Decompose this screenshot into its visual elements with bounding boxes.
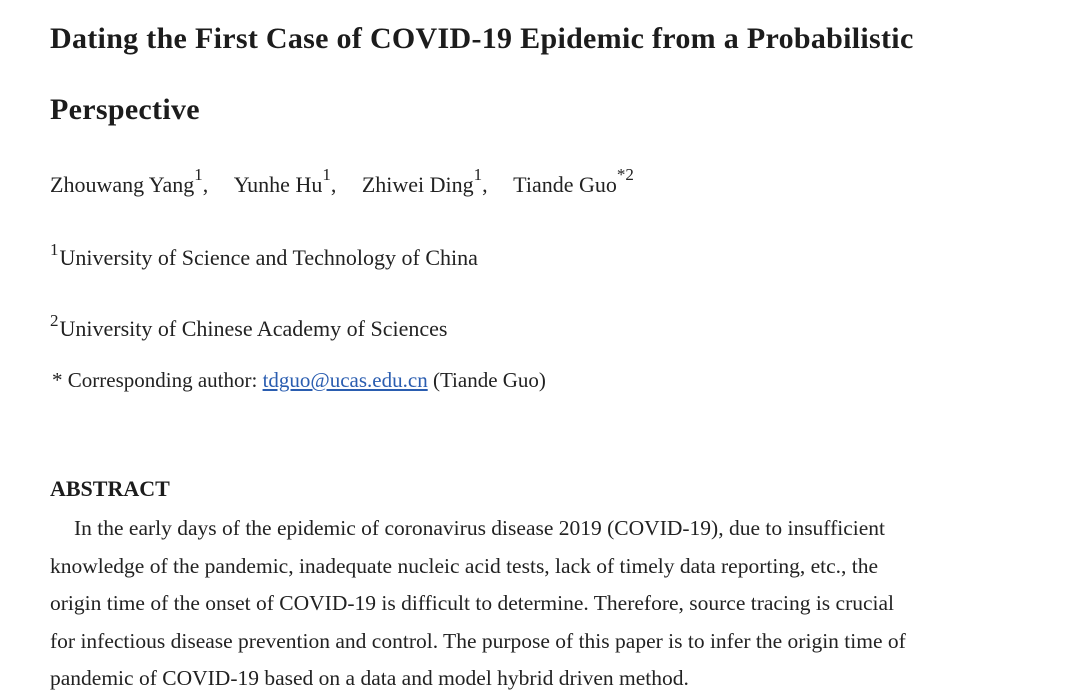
- author-name: Tiande Guo: [513, 172, 617, 197]
- author-separator: ,: [482, 172, 488, 197]
- author-name: Zhouwang Yang: [50, 172, 195, 197]
- abstract-line: In the early days of the epidemic of coronavirus disease 2019 (COVID-19), due to insufficient: [74, 516, 885, 540]
- affiliation-mark: 1: [50, 239, 59, 259]
- corresponding-suffix: (Tiande Guo): [432, 368, 546, 392]
- abstract-line: knowledge of the pandemic, inadequate nucleic acid tests, lack of timely data reporting, etc., the: [50, 553, 879, 578]
- author-separator: ,: [202, 172, 209, 197]
- affiliation: [50, 310, 448, 342]
- abstract-line: for infectious disease prevention and control. The purpose of this paper is to infer the origin time of: [50, 628, 906, 653]
- author-separator: ,: [330, 172, 337, 197]
- affiliation-name: University of Science and Technology of China: [59, 245, 478, 270]
- corresponding-author: [52, 368, 546, 393]
- affiliation-name: University of Chinese Academy of Sciences: [59, 316, 448, 341]
- paper-title-line-2: Perspective: [50, 93, 200, 126]
- affiliation-mark: 2: [50, 310, 59, 330]
- abstract-line: pandemic of COVID-19 based on a data and model hybrid driven method.: [50, 666, 689, 690]
- author-affiliation-mark: *2: [616, 164, 634, 184]
- email-link[interactable]: tdguo@ucas.edu.cn: [262, 368, 428, 392]
- corresponding-prefix: * Corresponding author:: [52, 368, 258, 392]
- author-name: Yunhe Hu: [233, 172, 323, 197]
- abstract-body: [50, 510, 1015, 698]
- paper-title-line-1: Dating the First Case of COVID-19 Epidemic from a Probabilistic: [50, 22, 914, 55]
- abstract-line: origin time of the onset of COVID-19 is difficult to determine. Therefore, source tracing is crucial: [50, 591, 895, 615]
- author-affiliation-mark: 1: [473, 164, 483, 184]
- author: [513, 164, 634, 198]
- author-list: [50, 164, 634, 198]
- abstract-heading: ABSTRACT: [50, 476, 170, 501]
- author-affiliation-mark: 1: [194, 164, 203, 184]
- affiliation: [50, 239, 478, 271]
- author: [233, 164, 357, 198]
- author-name: Zhiwei Ding: [361, 172, 474, 197]
- author: [361, 164, 508, 198]
- author-affiliation-mark: 1: [322, 164, 331, 184]
- author: [50, 164, 228, 198]
